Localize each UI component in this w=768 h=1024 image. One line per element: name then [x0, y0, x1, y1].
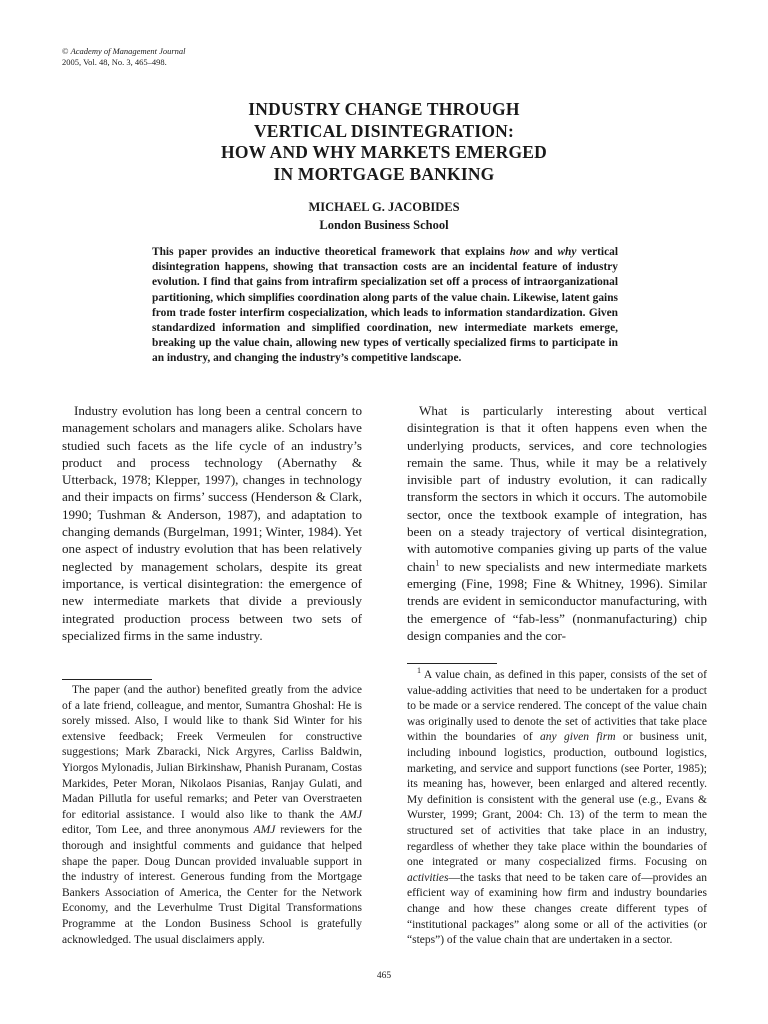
footnote-1	[407, 668, 707, 949]
body-text: to new specialists and new intermediate markets emerging (Fine, 1998; Fine & Whitney, 1996). Similar trends are evident in semiconductor manufacturing, with the emergence of “fab-less” (nonmanufacturing) chip design companies and the cor-	[407, 558, 707, 643]
footnote-text: A value chain, as defined in this paper, consists of the set of value-adding activities that need to be undertaken for a product to be made or a service rendered. The concept of the value chain was originally used to denote the set of activities that take place within the boundaries of	[407, 669, 707, 744]
footnote-text: reviewers for the thorough and insightful comments and guidance that helped shape the paper. Doug Duncan provided invaluable support in the industry of interest. Generous funding from the Mortgage Bankers Association of America, the Center for the Network Economy, and the Leverhulme Trust Digital Transformations Programme at the London Business School is gratefully acknowledged. The usual disclaimers apply.	[62, 824, 362, 946]
footnote-reference: 1	[435, 558, 440, 568]
footnote-divider	[407, 663, 497, 664]
author-block	[120, 199, 648, 234]
abstract-emphasis: why	[557, 246, 577, 258]
abstract-text: and	[529, 246, 558, 258]
footnote-text: —the tasks that need to be taken care of—provides an efficient way of examining how firm and industry boundaries change and how these changes create different types of “institutional packages” along some or all of the activities (or “steps”) of the value chain that are undertaken in a sector.	[407, 871, 707, 947]
body-column-left	[62, 402, 362, 644]
footnote-number: 1	[417, 666, 421, 676]
journal-header	[62, 46, 186, 68]
journal-name: Academy of Management Journal	[70, 46, 186, 56]
title-line: IN MORTGAGE BANKING	[273, 163, 495, 184]
body-column-right	[407, 402, 707, 644]
journal-name-line	[62, 46, 186, 57]
footnote-emphasis: activities	[407, 871, 449, 884]
page-number: 465	[376, 971, 392, 981]
body-paragraph: Industry evolution has long been a central concern to management scholars and managers alike. Scholars have studied such facets as the life cycle of an industry’s product and process technology (Abernathy & Utterback, 1978; Klepper, 1997), changes in technology and their impacts on firms’ success (Henderson & Clark, 1990; Tushman & Anderson, 1987), and adaptation to changing demands (Burgelman, 1991; Winter, 1984). Yet one aspect of industry evolution that has been relatively neglected by management scholars, despite its great importance, is vertical disintegration: the emergence of new intermediate markets that divide a previously integrated production process between two sets of specialized firms in the same industry.	[62, 403, 362, 643]
article-title	[120, 99, 648, 185]
body-paragraph	[407, 402, 707, 644]
title-line: INDUSTRY CHANGE THROUGH	[248, 99, 520, 119]
journal-citation: 2005, Vol. 48, No. 3, 465–498.	[62, 57, 167, 67]
footnote-emphasis: AMJ	[253, 824, 276, 837]
abstract	[152, 245, 618, 367]
footnote-divider	[62, 679, 152, 680]
title-line: VERTICAL DISINTEGRATION:	[253, 120, 515, 141]
author-affiliation: London Business School	[319, 217, 449, 232]
footnote-emphasis: any given firm	[540, 731, 616, 744]
author-name: MICHAEL G. JACOBIDES	[308, 200, 460, 214]
footnote-text: or business unit, including inbound logistics, production, outbound logistics, marketing, and service and support functions (see Porter, 1985); its meaning has, however, been enlarged and altered recently. My definition is consistent with the general use (e.g., Evans & Wurster, 1999; Grant, 2004: Ch. 13) of the term to mean the structured set of activities that take place in an industry, regardless of whether they take place within the boundaries of one integrated or many cospecialized firms. Focusing on	[407, 731, 708, 869]
abstract-emphasis: how	[509, 246, 530, 258]
footnote-acknowledgments	[62, 683, 362, 948]
abstract-text: This paper provides an inductive theoretical framework that explains	[152, 246, 510, 258]
body-text: What is particularly interesting about vertical disintegration is that it often happens even when the underlying products, services, and core technologies remain the same. Thus, while it may be a relatively invisible part of industry evolution, it can radically transform the sectors in which it occurs. The automobile sector, once the textbook example of integration, has been on a steady trajectory of vertical disintegration, with automotive companies giving up parts of the value chain	[407, 403, 707, 574]
footnote-emphasis: AMJ	[340, 808, 362, 821]
copyright-symbol: ©	[62, 46, 69, 56]
footnote-text: The paper (and the author) benefited greatly from the advice of a late friend, colleague, and mentor, Sumantra Ghoshal: He is sorely missed. Also, I would like to thank Sid Winter for his extensive feedback; Freek Vermeulen for constructive suggestions; Mark Zbaracki, Nick Argyres, Carliss Baldwin, Yiorgos Mylonadis, Julian Birkinshaw, Phanish Puranam, Costas Markides, Peter Moran, Nikolaos Pisanias, Ranjay Gulati, and Madan Pillutla for useful remarks; and Peter van Overstraeten for editorial assistance. I would also like to thank the	[62, 684, 362, 821]
title-line: HOW AND WHY MARKETS EMERGED	[221, 142, 547, 162]
footnote-text: editor, Tom Lee, and three anonymous	[62, 824, 254, 837]
abstract-text: vertical disintegration happens, showing that transaction costs are an incidental feature of industry evolution. I find that gains from intrafirm specialization set off a process of intraorganizational partitioning, which simplifies coordination along parts of the value chain. Likewise, latent gains from trade foster interfirm cospecialization, which leads to information standardization. Given standardized information and simplified coordination, new intermediate markets emerge, breaking up the value chain, allowing new types of vertically specialized firms to participate in an industry, and changing the industry’s competitive landscape.	[152, 246, 619, 365]
